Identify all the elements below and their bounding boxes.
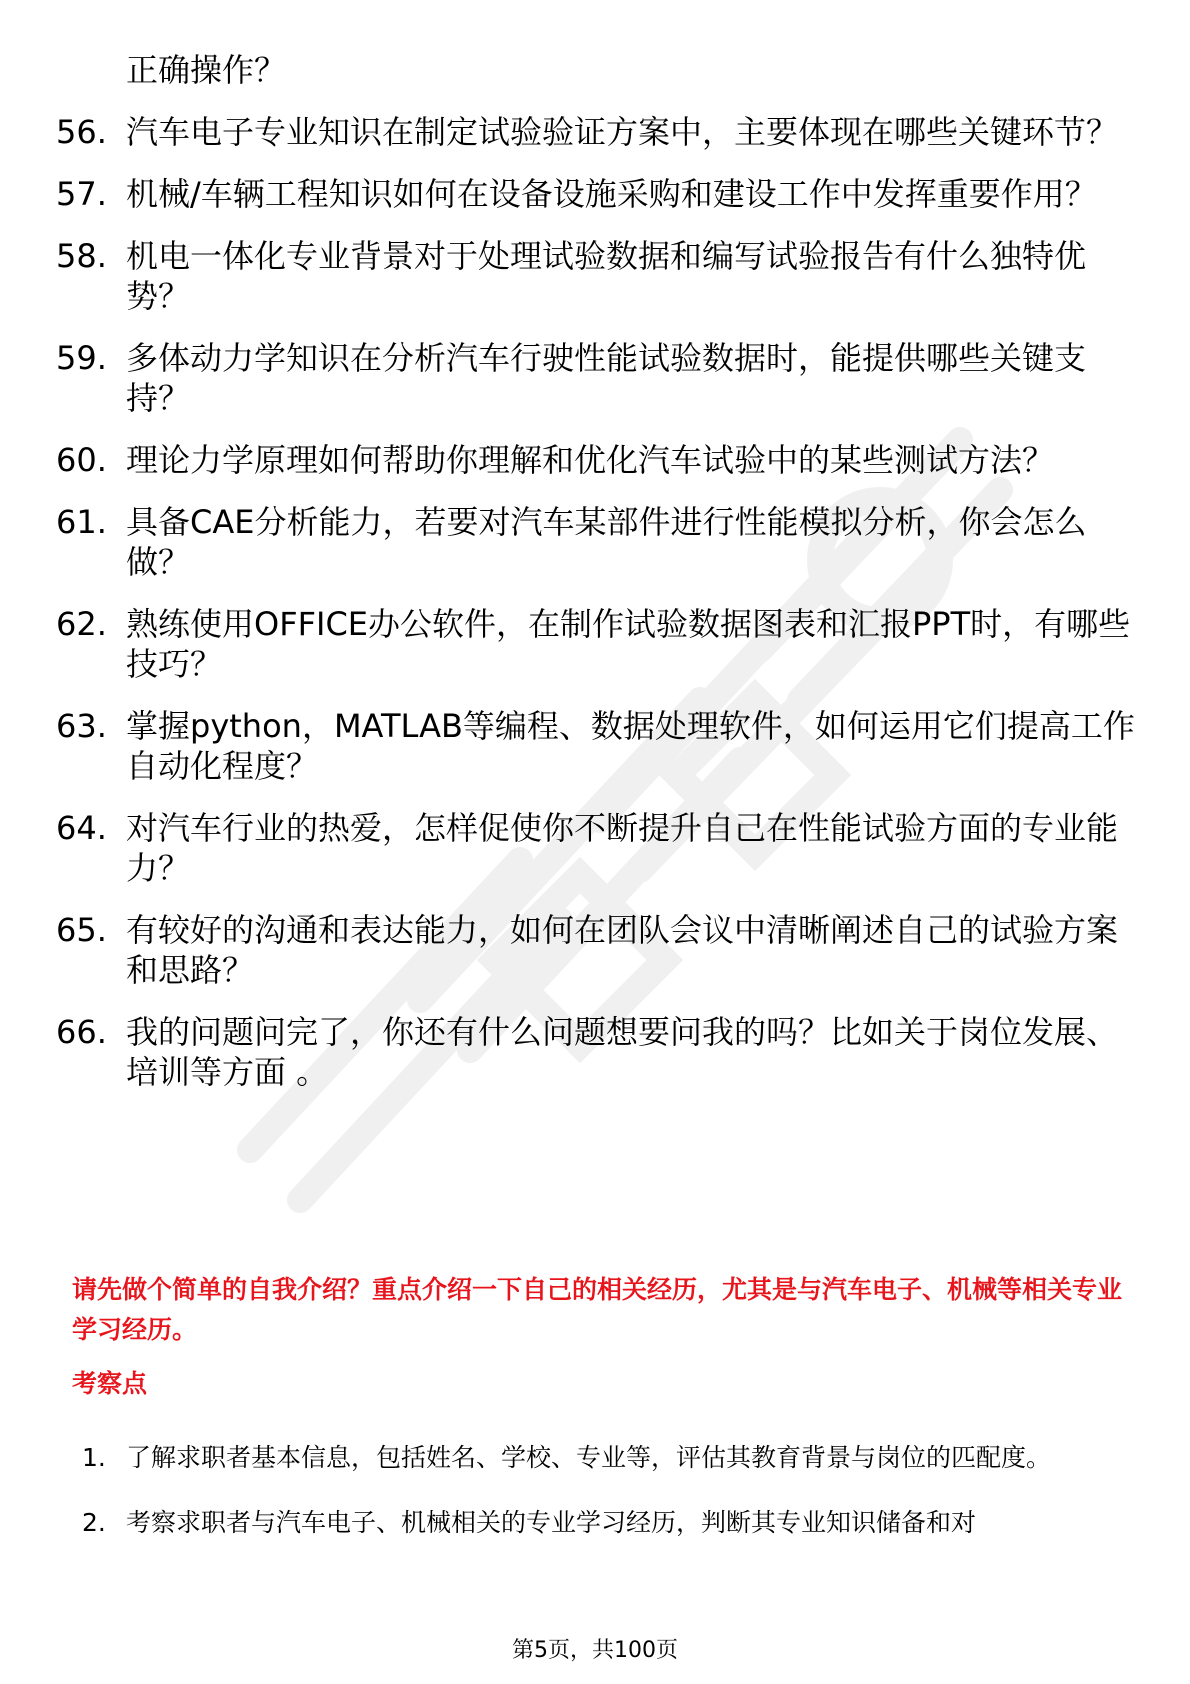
point-number: 2. <box>82 1508 106 1537</box>
question-item <box>56 604 1136 684</box>
question-number: 61. <box>56 503 107 541</box>
question-item <box>56 236 1136 316</box>
question-number: 62. <box>56 605 107 643</box>
question-number: 57. <box>56 175 107 213</box>
question-text: 理论力学原理如何帮助你理解和优化汽车试验中的某些测试方法？ <box>126 441 1055 479</box>
question-number: 60. <box>56 441 107 479</box>
page-footer: 第5页，共100页 <box>512 1638 678 1663</box>
question-item <box>56 1012 1136 1092</box>
question-text: 机械/车辆工程知识如何在设备设施采购和建设工作中发挥重要作用？ <box>126 175 1097 213</box>
question-item <box>56 50 1136 90</box>
question-text: 具备CAE分析能力，若要对汽车某部件进行性能模拟分析，你会怎么做？ <box>126 503 1087 581</box>
question-item <box>56 174 1136 214</box>
question-text: 汽车电子专业知识在制定试验验证方案中，主要体现在哪些关键环节？ <box>126 113 1119 151</box>
question-number: 63. <box>56 707 107 745</box>
question-number: 56. <box>56 113 107 151</box>
point-text: 了解求职者基本信息，包括姓名、学校、专业等，评估其教育背景与岗位的匹配度。 <box>126 1443 1052 1472</box>
question-text: 我的问题问完了，你还有什么问题想要问我的吗？比如关于岗位发展、培训等方面 。 <box>126 1013 1119 1091</box>
question-text: 正确操作？ <box>126 51 287 89</box>
assessment-point <box>82 1430 1132 1485</box>
question-item <box>56 706 1136 786</box>
question-text: 有较好的沟通和表达能力，如何在团队会议中清晰阐述自己的试验方案和思路？ <box>126 911 1119 989</box>
question-number: 66. <box>56 1013 107 1051</box>
point-number: 1. <box>82 1443 106 1472</box>
assessment-points-list <box>82 1430 1132 1560</box>
assessment-points-label: 考察点 <box>72 1369 148 1398</box>
question-item <box>56 338 1136 418</box>
point-text: 考察求职者与汽车电子、机械相关的专业学习经历，判断其专业知识储备和对 <box>126 1508 977 1537</box>
question-list <box>56 50 1136 1114</box>
question-item <box>56 112 1136 152</box>
question-item <box>56 502 1136 582</box>
question-number: 58. <box>56 237 107 275</box>
question-number: 65. <box>56 911 107 949</box>
question-text: 掌握python，MATLAB等编程、数据处理软件，如何运用它们提高工作自动化程度？ <box>126 707 1135 785</box>
question-number: 64. <box>56 809 107 847</box>
question-item <box>56 808 1136 888</box>
question-heading: 请先做个简单的自我介绍？重点介绍一下自己的相关经历，尤其是与汽车电子、机械等相关专业学习经历。 <box>72 1275 1123 1344</box>
question-text: 机电一体化专业背景对于处理试验数据和编写试验报告有什么独特优势？ <box>126 237 1087 315</box>
question-item <box>56 910 1136 990</box>
question-text: 对汽车行业的热爱，怎样促使你不断提升自己在性能试验方面的专业能力？ <box>126 809 1119 887</box>
question-text: 多体动力学知识在分析汽车行驶性能试验数据时，能提供哪些关键支持？ <box>126 339 1087 417</box>
question-number: 59. <box>56 339 107 377</box>
assessment-point <box>82 1495 1132 1550</box>
question-item <box>56 440 1136 480</box>
question-text: 熟练使用OFFICE办公软件，在制作试验数据图表和汇报PPT时，有哪些技巧？ <box>126 605 1131 683</box>
